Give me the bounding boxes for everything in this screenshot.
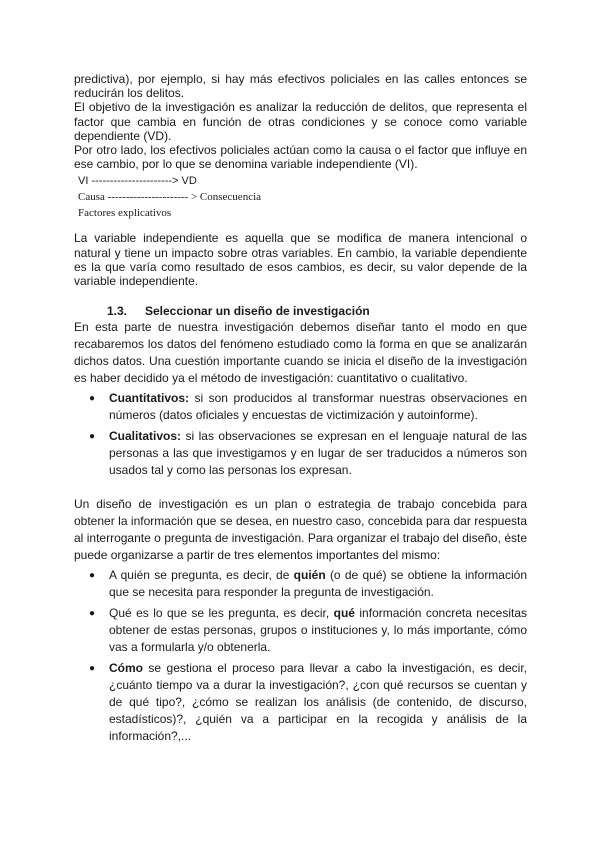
variable-diagram	[78, 173, 527, 221]
list-item-text: si son producidos al transformar nuestras observaciones en números (datos oficiales y encuestas de victimización y autoinforme).	[109, 391, 527, 423]
bullet-icon: ●	[89, 393, 96, 405]
list-item-bold: Cuantitativos:	[109, 391, 190, 406]
section-number: 1.3.	[107, 304, 128, 319]
intro-paragraph-3: Por otro lado, los efectivos policiales actúan como la causa o el factor que influye en ese cambio, por lo que se denomina variable independiente (VI).	[74, 143, 527, 172]
list-item-post: (o de qué) se obtiene la información que se necesita para responder la pregunta de investigación.	[109, 568, 527, 600]
document-page	[74, 72, 527, 749]
list-item-post: información concreta necesitas obtener de estas personas, grupos o instituciones y, lo más importante, cómo vas a formularla y/o obtenerla.	[109, 606, 527, 655]
list-item-bold: qué	[333, 606, 355, 621]
design-paragraph: En esta parte de nuestra investigación debemos diseñar tanto el modo en que recabaremos los datos del fenómeno estudiado como la forma en que se analizarán dichos datos. Una cuestión importante cuando se inicia el diseño de la investigación es haber decidido ya el método de investigación: cuantitativo o cualitativo.	[74, 320, 527, 386]
plan-paragraph: Un diseño de investigación es un plan o estrategia de trabajo concebida para obtener la información que se desea, en nuestro caso, concebida para dar respuesta al interrogante o pregunta de investigación. Para organizar el trabajo del diseño, éste puede organizarse a partir de tres elementos importantes del mismo:	[74, 497, 527, 563]
list-item	[74, 390, 527, 424]
list-item	[74, 605, 527, 656]
intro-paragraph-2: El objetivo de la investigación es analizar la reducción de delitos, que representa el factor que cambia en función de otras condiciones y se conoce como variable dependiente (VD).	[74, 100, 527, 143]
list-item-pre: Qué es lo que se les pregunta, es decir,	[109, 606, 334, 621]
list-item-post: se gestiona el proceso para llevar a cabo la investigación, es decir, ¿cuánto tiempo va a durar la investigación?, ¿con qué recursos se cuentan y de qué tipo?, ¿cómo se realizan los análisis (de contenido, de discurso, estadísticos)?, ¿quién va a participar en la recogida y análisis de la información?,...	[109, 661, 527, 744]
diagram-line-vi-vd: VI ----------------------> VD	[78, 175, 197, 188]
bullet-icon: ●	[89, 431, 96, 443]
diagram-line-causa: Causa ---------------------- > Consecuencia	[78, 191, 262, 204]
list-item-bold: Cualitativos:	[109, 429, 182, 444]
list-item-pre: A quién se pregunta, es decir, de	[109, 568, 294, 583]
list-item	[74, 660, 527, 745]
intro-paragraph-1: predictiva), por ejemplo, si hay más efectivos policiales en las calles entonces se reducirán los delitos.	[74, 72, 527, 101]
variables-paragraph: La variable independiente es aquella que se modifica de manera intencional o natural y tiene un impacto sobre otras variables. En cambio, la variable dependiente es la que varía como resultado de esos cambios, es decir, su valor depende de la variable independiente.	[74, 231, 527, 289]
list-item-bold: quién	[293, 568, 326, 583]
elements-list	[74, 567, 527, 745]
diagram-line-factores: Factores explicativos	[78, 207, 172, 220]
method-list	[74, 390, 527, 479]
list-item-text: si las observaciones se expresan en el lenguaje natural de las personas a las que investigamos y en lugar de ser traducidos a números son usados tal y como las personas los expresan.	[109, 429, 527, 478]
section-title: Seleccionar un diseño de investigación	[145, 304, 370, 319]
bullet-icon: ●	[89, 663, 96, 675]
list-item	[74, 567, 527, 601]
bullet-icon: ●	[89, 570, 96, 582]
list-item-bold: Cómo	[109, 661, 143, 676]
section-heading	[107, 304, 527, 319]
list-item	[74, 428, 527, 479]
bullet-icon: ●	[89, 608, 96, 620]
